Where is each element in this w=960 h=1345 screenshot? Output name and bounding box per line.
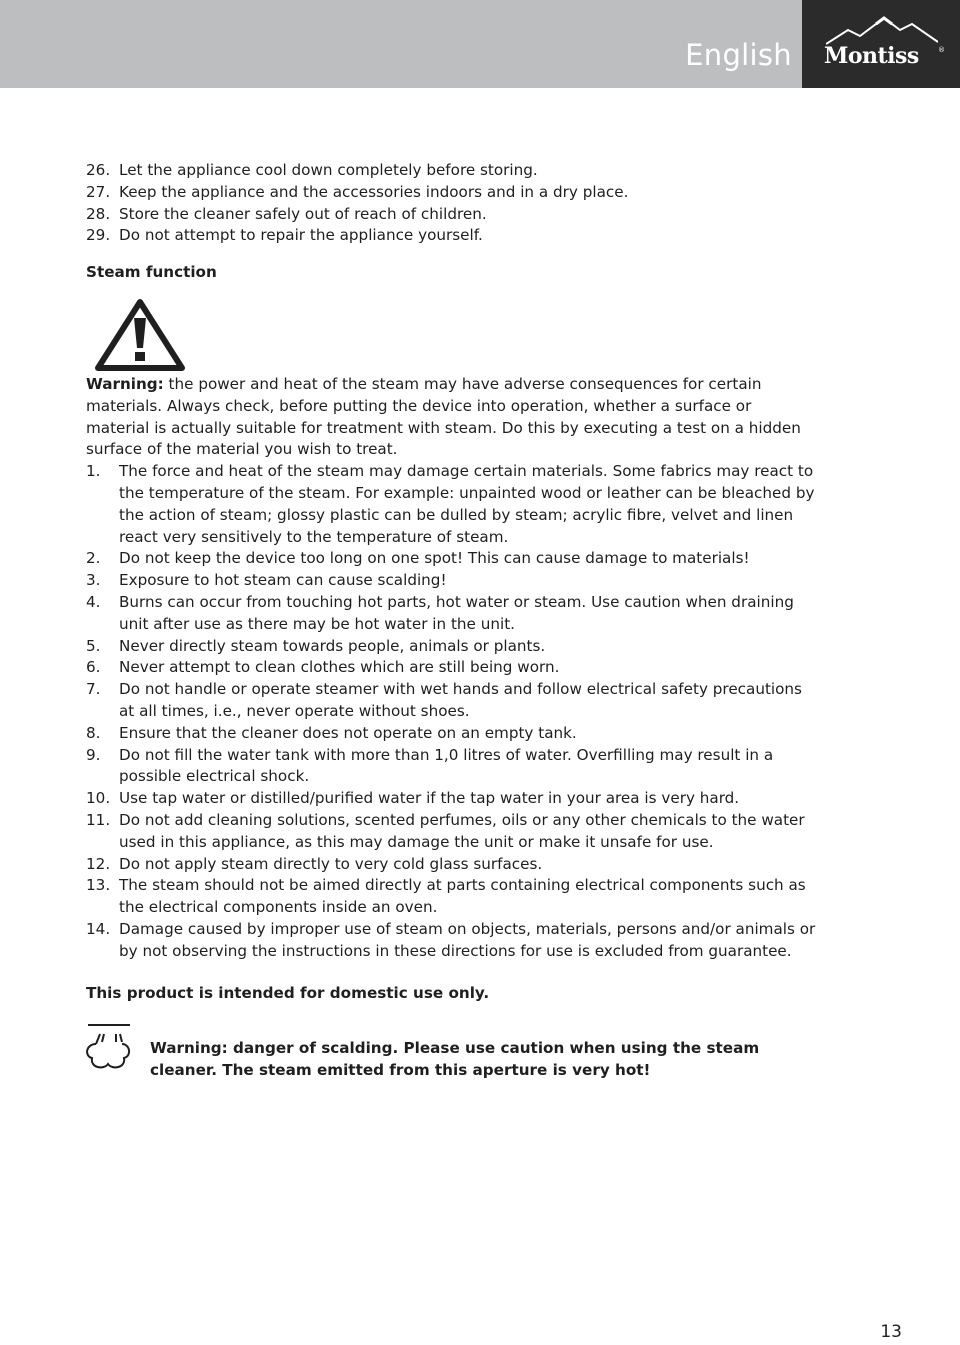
- mountain-logo-icon: [826, 16, 938, 46]
- list-item: 12. Do not apply steam directly to very cold glass surfaces.: [86, 854, 543, 873]
- page-content: [86, 160, 816, 1080]
- list-item: 1. The force and heat of the steam may damage certain materials. Some fabrics may react to the temperature of the steam. For example: unpainted wood or leather can be bleached by the action of steam; glossy plastic can be dulled by steam; acrylic fibre, velvet and linen react very sensitively to the temperature of steam.: [86, 462, 815, 546]
- list-item: 3. Exposure to hot steam can cause scalding!: [86, 571, 447, 590]
- scald-warning: [86, 1016, 816, 1080]
- section-heading-steam-function: Steam function: [86, 263, 217, 282]
- hot-steam-icon: [82, 1022, 136, 1072]
- list-item: 14. Damage caused by improper use of steam on objects, materials, persons and/or animals or by not observing the instructions in these directions for use is excluded from guarantee.: [86, 919, 816, 960]
- list-item: 11. Do not add cleaning solutions, scented perfumes, oils or any other chemicals to the water used in this appliance, as this may damage the unit or make it unsafe for use.: [86, 810, 805, 851]
- brand-logo: [802, 0, 960, 88]
- steam-warning-paragraph: [86, 374, 816, 461]
- list-item: 4. Burns can occur from touching hot parts, hot water or steam. Use caution when draining unit after use as there may be hot water in the unit.: [86, 592, 794, 633]
- scald-warning-text: Warning: danger of scalding. Please use caution when using the steam cleaner. The steam emitted from this aperture is very hot!: [150, 1039, 760, 1080]
- domestic-use-note: This product is intended for domestic use only.: [86, 983, 490, 1002]
- page-header: [0, 0, 960, 88]
- list-item: 13. The steam should not be aimed directly at parts containing electrical components such as the electrical components inside an oven.: [86, 876, 806, 917]
- warning-text: the power and heat of the steam may have adverse consequences for certain materials. Always check, before putting the device into operation, whether a surface or material is actually suitable for treatment with steam. Do this by executing a test on a hidden surface of the material you wish to treat.: [86, 374, 801, 459]
- steam-instruction-list: [86, 461, 816, 962]
- instruction-list-top: [86, 160, 816, 247]
- page-number: 13: [880, 1322, 902, 1342]
- list-item: 9. Do not fill the water tank with more than 1,0 litres of water. Overfilling may result in a possible electrical shock.: [86, 745, 774, 786]
- warning-triangle-icon: [94, 298, 186, 372]
- registered-mark: ®: [938, 46, 945, 54]
- list-item: 27. Keep the appliance and the accessories indoors and in a dry place.: [86, 182, 629, 201]
- header-language: English: [685, 38, 792, 72]
- brand-name: Montiss: [824, 43, 919, 69]
- list-item: 5. Never directly steam towards people, animals or plants.: [86, 636, 546, 655]
- list-item: 6. Never attempt to clean clothes which are still being worn.: [86, 658, 560, 677]
- list-item: 29. Do not attempt to repair the appliance yourself.: [86, 226, 483, 245]
- list-item: 28. Store the cleaner safely out of reach of children.: [86, 204, 487, 223]
- list-item: 26. Let the appliance cool down completely before storing.: [86, 161, 538, 179]
- list-item: 2. Do not keep the device too long on one spot! This can cause damage to materials!: [86, 549, 750, 568]
- list-item: 8. Ensure that the cleaner does not operate on an empty tank.: [86, 723, 577, 742]
- list-item: 10. Use tap water or distilled/purified water if the tap water in your area is very hard.: [86, 789, 740, 808]
- list-item: 7. Do not handle or operate steamer with wet hands and follow electrical safety precautions at all times, i.e., never operate without shoes.: [86, 680, 802, 720]
- warning-label: Warning:: [86, 374, 164, 393]
